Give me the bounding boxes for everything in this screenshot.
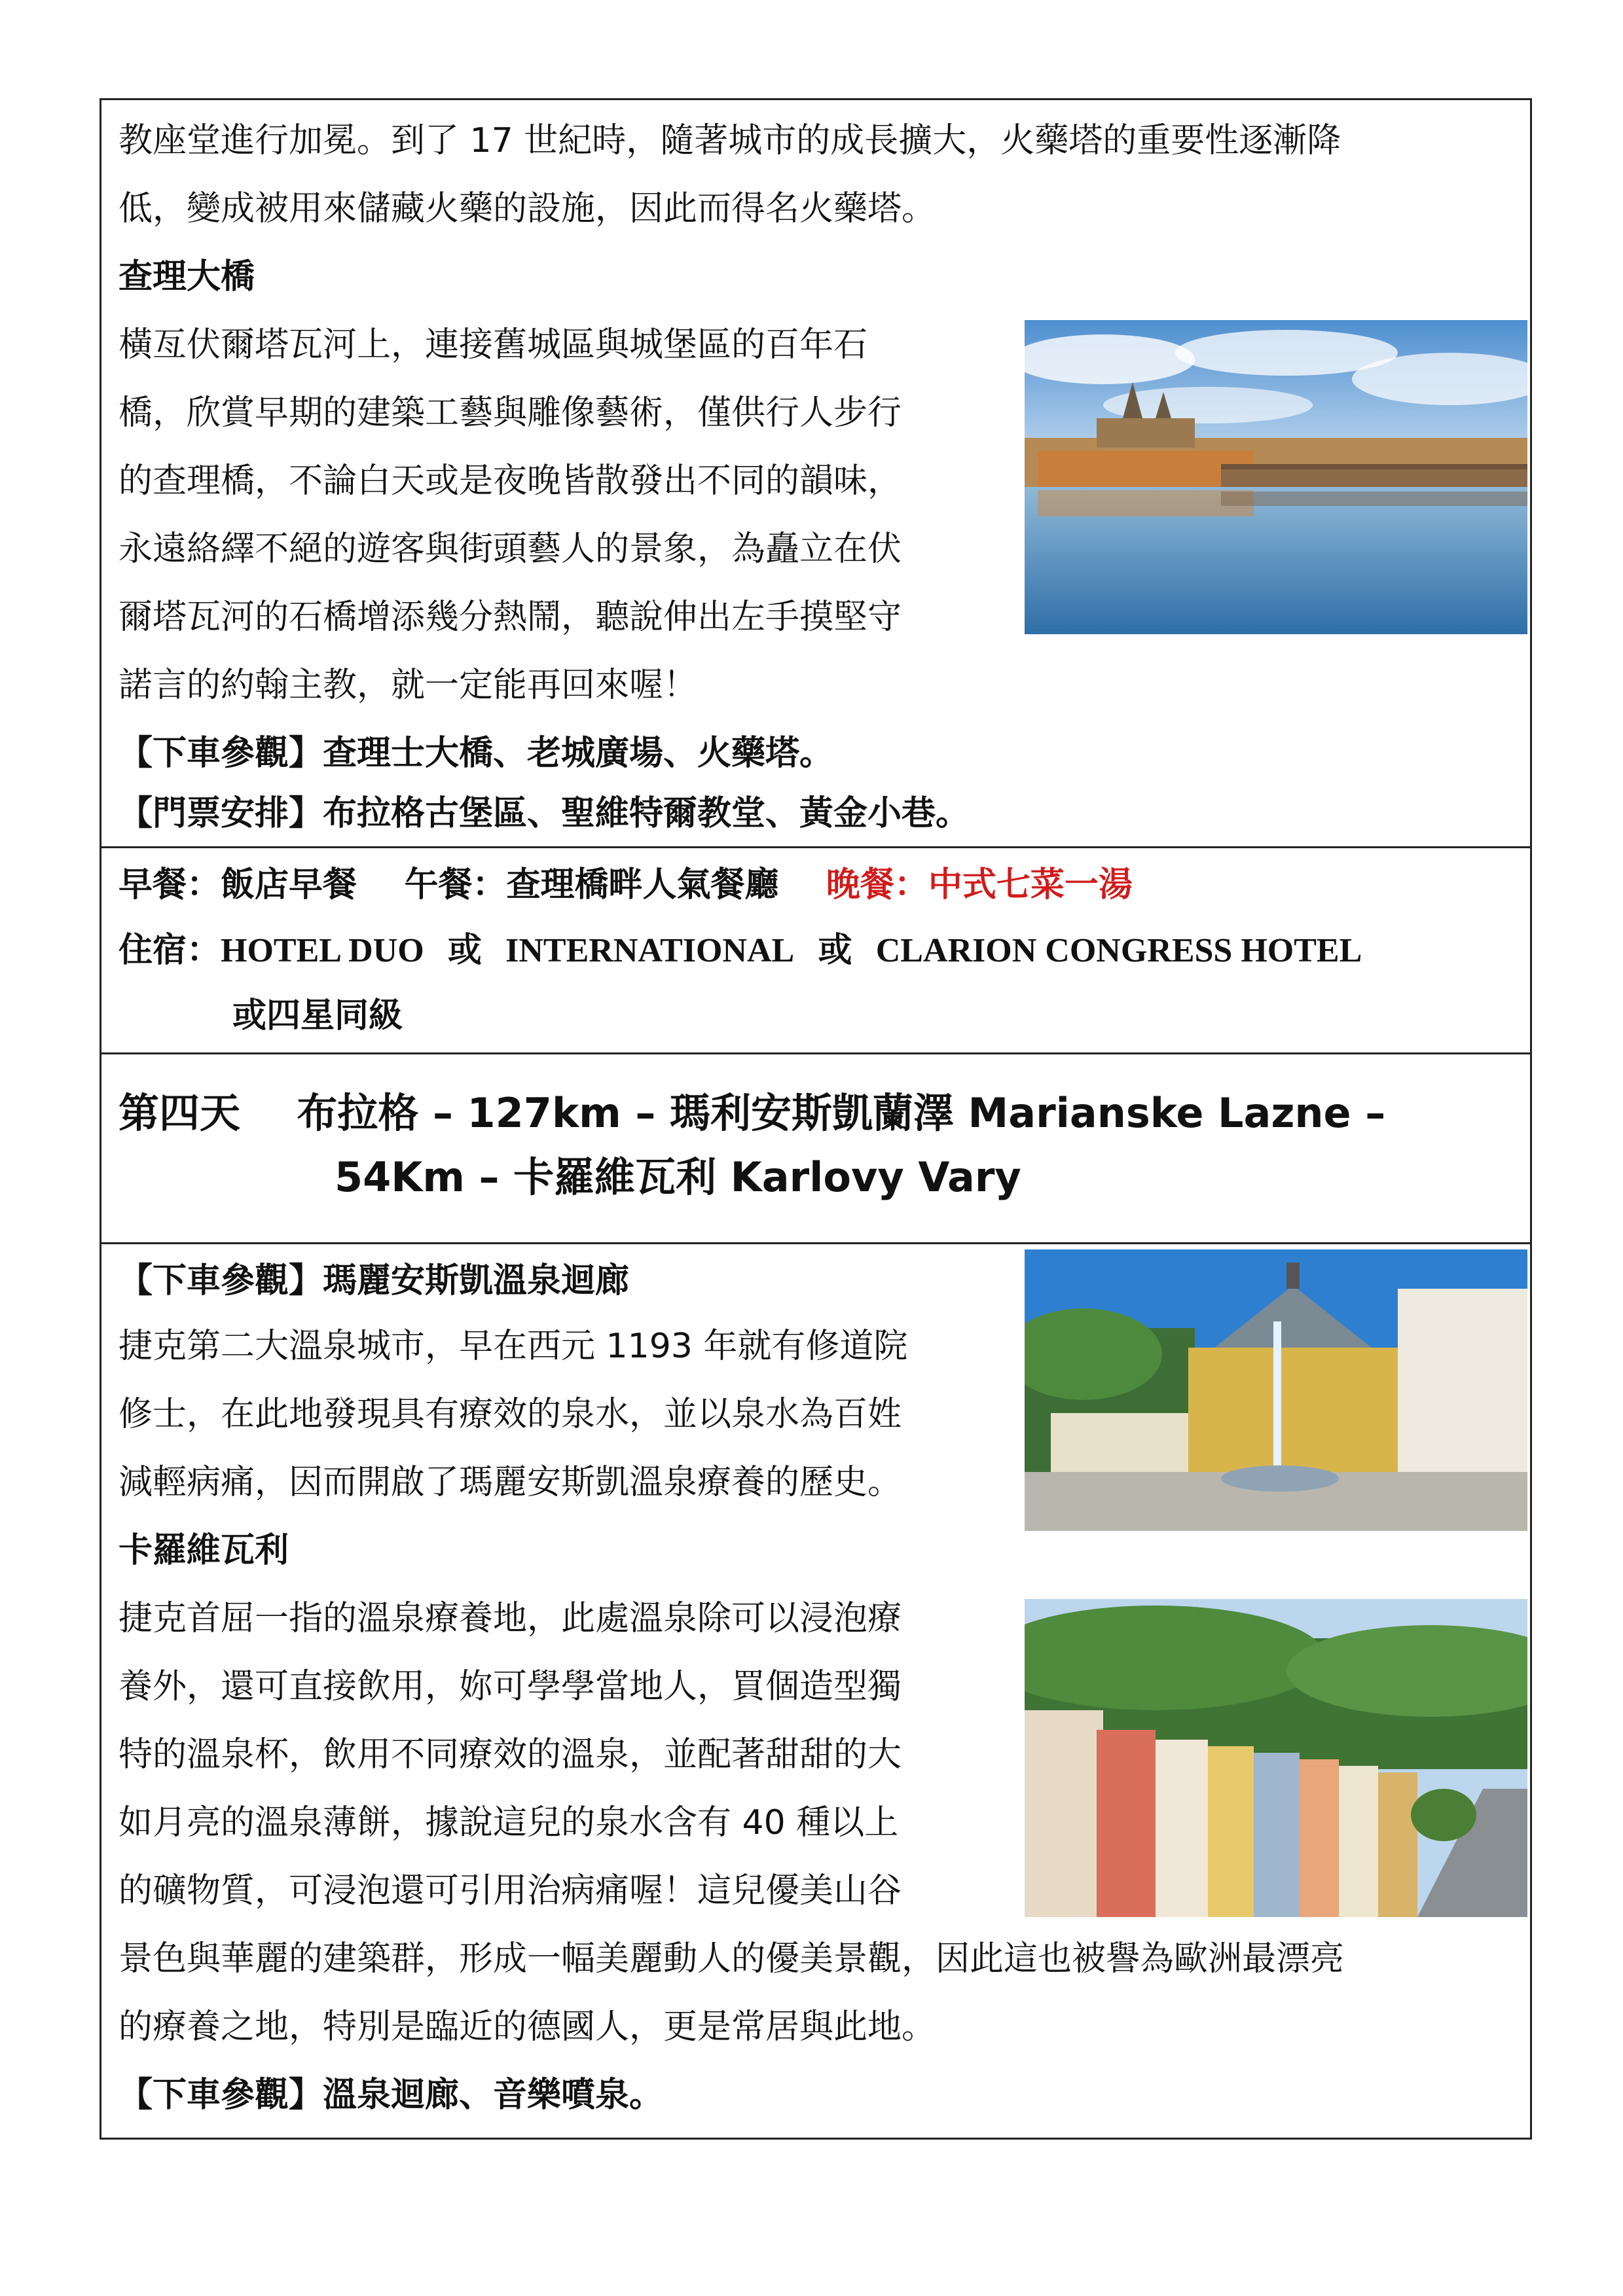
visit-line: 【下車參觀】瑪麗安斯凱溫泉迴廊 — [119, 1261, 630, 1300]
paragraph-line: 橫亙伏爾塔瓦河上，連接舊城區與城堡區的百年石 — [119, 325, 868, 365]
day4-route-2: 54Km – 卡羅維瓦利 Karlovy Vary — [335, 1153, 1021, 1201]
hotel-international: INTERNATIONAL — [505, 932, 795, 969]
lodging-label: 住宿： — [119, 931, 221, 970]
paragraph-line: 的礦物質，可浸泡還可引用治病痛喔！這兒優美山谷 — [119, 1871, 902, 1910]
lodging-alt: 或四星同級 — [232, 996, 403, 1035]
prague-section — [101, 100, 1530, 848]
charles-bridge-heading: 查理大橋 — [119, 257, 255, 296]
hotel-duo: HOTEL DUO — [221, 932, 424, 969]
spa-towns-section — [101, 1244, 1530, 2138]
meals-section — [101, 848, 1530, 1054]
paragraph-line: 如月亮的溫泉薄餅，據說這兒的泉水含有 40 種以上 — [119, 1803, 899, 1842]
paragraph-line: 減輕病痛，因而開啟了瑪麗安斯凱溫泉療養的歷史。 — [119, 1463, 902, 1502]
paragraph-line: 捷克第二大溫泉城市，早在西元 1193 年就有修道院 — [119, 1327, 908, 1366]
itinerary-frame — [100, 98, 1532, 2140]
marianske-colonnade-photo — [1025, 1249, 1527, 1531]
paragraph-line: 的療養之地，特別是臨近的德國人，更是常居與此地。 — [119, 2007, 936, 2047]
dinner-text: 晚餐：中式七菜一湯 — [826, 865, 1133, 905]
lunch-text: 午餐：查理橋畔人氣餐廳 — [404, 865, 779, 905]
or-text: 或 — [447, 931, 482, 970]
charles-bridge-photo — [1025, 320, 1527, 634]
paragraph-line: 諾言的約翰主教，就一定能再回來喔！ — [119, 666, 698, 705]
paragraph-line: 的查理橋，不論白天或是夜晚皆散發出不同的韻味， — [119, 461, 902, 501]
day4-label: 第四天 — [119, 1089, 241, 1137]
paragraph-line: 橋，欣賞早期的建築工藝與雕像藝術，僅供行人步行 — [119, 393, 902, 433]
paragraph-line: 教座堂進行加冕。到了 17 世紀時，隨著城市的成長擴大，火藥塔的重要性逐漸降 — [119, 121, 1341, 160]
paragraph-line: 低，變成被用來儲藏火藥的設施，因此而得名火藥塔。 — [119, 189, 936, 228]
or-text: 或 — [818, 931, 852, 970]
day4-heading-section — [101, 1054, 1530, 1244]
paragraph-line: 捷克首屈一指的溫泉療養地，此處溫泉除可以浸泡療 — [119, 1599, 902, 1638]
hotel-clarion: CLARION CONGRESS HOTEL — [875, 932, 1362, 969]
paragraph-line: 修士，在此地發現具有療效的泉水，並以泉水為百姓 — [119, 1395, 902, 1434]
paragraph-line: 爾塔瓦河的石橋增添幾分熱鬧，聽說伸出左手摸堅守 — [119, 598, 902, 637]
ticket-line: 【門票安排】布拉格古堡區、聖維特爾教堂、黃金小巷。 — [119, 794, 970, 833]
visit-line: 【下車參觀】溫泉迴廊、音樂噴泉。 — [119, 2075, 664, 2115]
karlovy-vary-photo — [1025, 1599, 1527, 1917]
paragraph-line: 特的溫泉杯，飲用不同療效的溫泉，並配著甜甜的大 — [119, 1735, 902, 1774]
visit-line: 【下車參觀】查理士大橋、老城廣場、火藥塔。 — [119, 734, 834, 773]
lodging-line — [119, 922, 1362, 980]
day4-heading-line1 — [119, 1081, 1385, 1146]
karlovy-vary-heading: 卡羅維瓦利 — [119, 1531, 289, 1570]
breakfast-text: 早餐：飯店早餐 — [119, 865, 357, 905]
paragraph-line: 養外，還可直接飲用，妳可學學當地人，買個造型獨 — [119, 1667, 902, 1706]
paragraph-line: 景色與華麗的建築群，形成一幅美麗動人的優美景觀，因此這也被譽為歐洲最漂亮 — [119, 1939, 1345, 1979]
meals-line — [119, 856, 1133, 914]
paragraph-line: 永遠絡繹不絕的遊客與街頭藝人的景象，為矗立在伏 — [119, 529, 902, 569]
day4-route-1: 布拉格 – 127km – 瑪利安斯凱蘭澤 Marianske Lazne – — [297, 1089, 1386, 1137]
